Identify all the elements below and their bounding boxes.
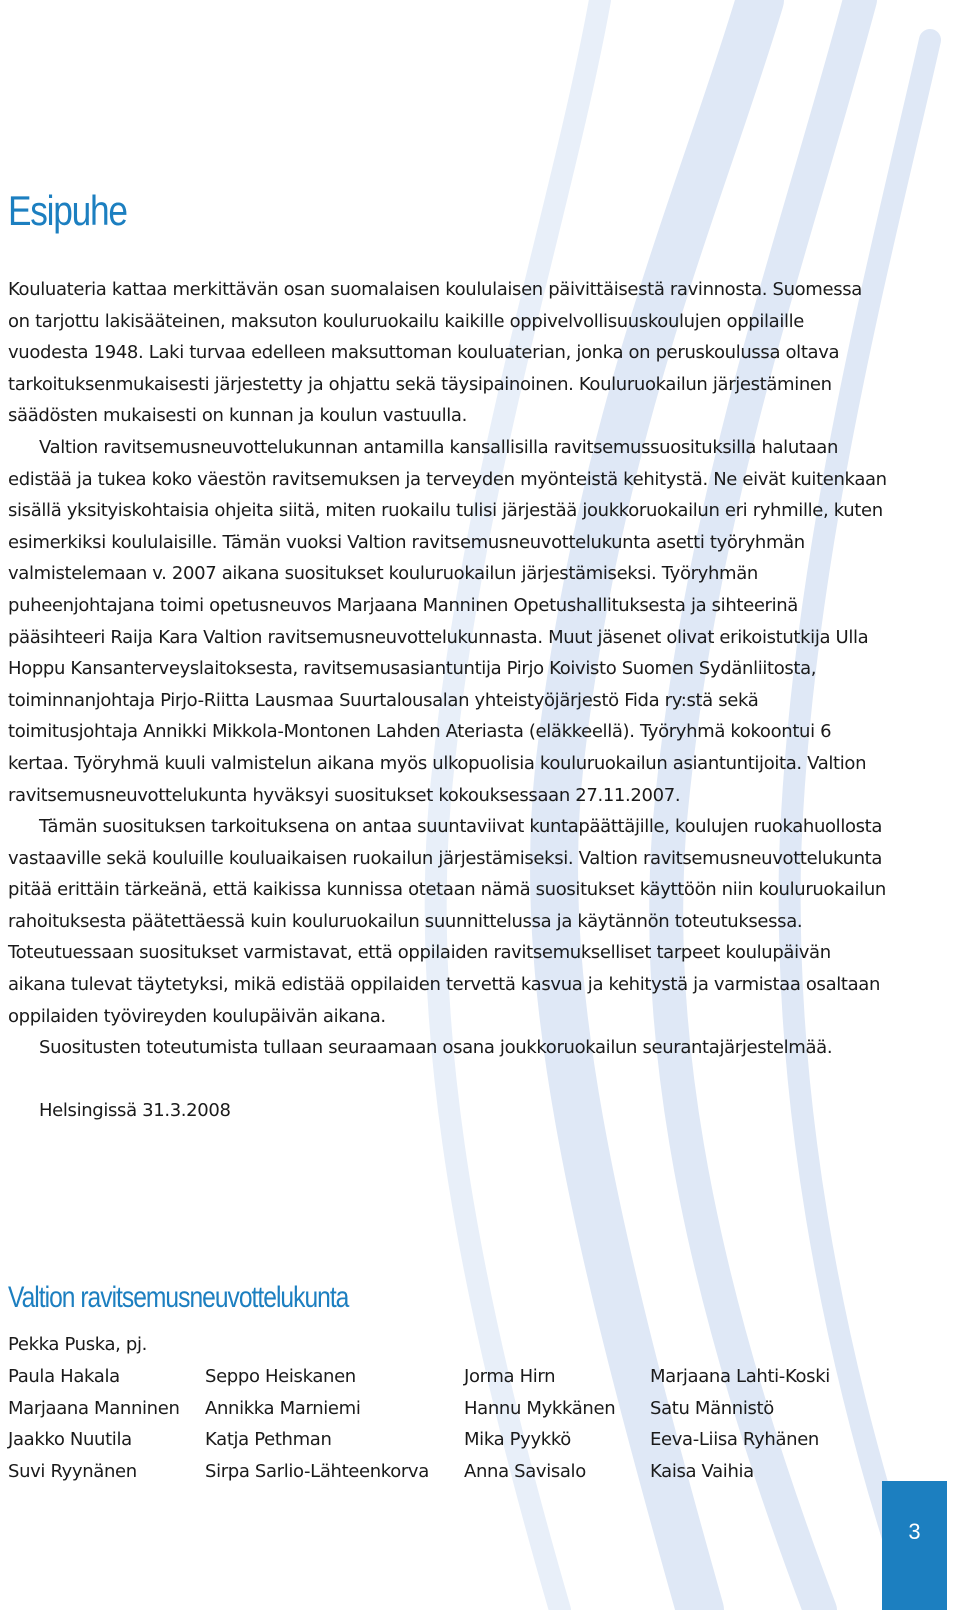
member-name: Sirpa Sarlio-Lähteenkorva: [205, 1460, 429, 1482]
committee-chair: Pekka Puska, pj.: [8, 1334, 148, 1355]
member-name: Mika Pyykkö: [464, 1429, 571, 1451]
page-number: 3: [908, 1519, 921, 1544]
paragraph-2: Valtion ravitsemusneuvottelukunnan antamilla kansallisilla ravitsemussuosituksilla halutaan edistää ja tukea koko väestön ravitsemuksen ja terveyden myönteistä kehitystä. Ne eivät kuitenkaan sisällä yksityiskohtaisia ohjeita siitä, miten ruokailu tulisi järjestää joukkoruokailun eri ryhmille, kuten esimerkiksi koululaisille. Tämän vuoksi Valtion ravitsemusneuvottelukunta asetti työryhmän valmistelemaan v. 2007 aikana suositukset kouluruokailun järjestämiseksi. Työryhmän puheenjohtajana toimi opetusneuvos Marjaana Manninen Opetushallituksesta ja sihteerinä pääsihteeri Raija Kara Valtion ravitsemusneuvottelukunnasta. Muut jäsenet olivat erikoistutkija Ulla Hoppu Kansanterveyslaitoksesta, ravitsemusasiantuntija Pirjo Koivisto Suomen Sydänliitosta, toiminnanjohtaja Pirjo-Riitta Lausmaa Suurtalousalan yhteistyöjärjestö Fida ry:stä sekä toimitusjohtaja Annikki Mikkola-Montonen Lahden Ateriasta (eläkkeellä). Työryhmä kokoontui 6 kertaa. Työryhmä kuuli valmistelun aikana myös ulkopuolisia kouluruokailun asiantuntijoita. Valtion ravitsemusneuvottelukunta hyväksyi suositukset kokouksessaan 27.11.2007.: [8, 436, 887, 806]
preface-body: [8, 274, 888, 1127]
member-name: Eeva-Liisa Ryhänen: [650, 1429, 819, 1451]
page-number-tab: [882, 1481, 947, 1610]
member-row: [8, 1361, 888, 1393]
member-name: Seppo Heiskanen: [205, 1366, 356, 1387]
paragraph-1: Kouluateria kattaa merkittävän osan suomalaisen koululaisen päivittäisestä ravinnosta. Suomessa on tarjottu lakisääteinen, maksuton kouluruokailu kaikille oppivelvollisuuskoulujen oppilaille vuodesta 1948. Laki turvaa edelleen maksuttoman kouluaterian, jonka on peruskoulussa oltava tarkoituksenmukaisesti järjestetty ja ohjattu sekä täysipainoinen. Kouluruokailun järjestäminen säädösten mukaisesti on kunnan ja koulun vastuulla.: [8, 279, 862, 427]
member-name: Paula Hakala: [8, 1366, 120, 1387]
member-name: Kaisa Vaihia: [650, 1460, 754, 1482]
member-name: Jaakko Nuutila: [8, 1429, 132, 1451]
page-title: Esipuhe: [8, 187, 127, 234]
member-name: Hannu Mykkänen: [464, 1397, 616, 1419]
place-date: Helsingissä 31.3.2008: [39, 1100, 231, 1122]
member-name: Annikka Marniemi: [205, 1397, 361, 1419]
member-name: Katja Pethman: [205, 1429, 332, 1451]
member-name: Suvi Ryynänen: [8, 1460, 137, 1482]
member-name: Anna Savisalo: [464, 1460, 586, 1482]
committee-title: Valtion ravitsemusneuvottelukunta: [8, 1281, 349, 1314]
member-name: Marjaana Manninen: [8, 1397, 180, 1419]
paragraph-4: Suositusten toteutumista tullaan seuraamaan osana joukkoruokailun seurantajärjestelmää.: [39, 1037, 833, 1059]
member-row: [8, 1393, 888, 1425]
member-row: [8, 1456, 888, 1488]
member-name: Jorma Hirn: [464, 1366, 556, 1387]
paragraph-3: Tämän suosituksen tarkoituksena on antaa suuntaviivat kuntapäättäjille, koulujen ruokahuollosta vastaaville sekä kouluille kouluaikaisen ruokailun järjestämiseksi. Valtion ravitsemusneuvottelukunta pitää erittäin tärkeänä, että kaikissa kunnissa otetaan nämä suositukset käyttöön niin kouluruokailun rahoituksesta päätettäessä kuin kouluruokailun suunnittelussa ja käytännön toteutuksessa. Toteutuessaan suositukset varmistavat, että oppilaiden ravitsemukselliset tarpeet koulupäivän aikana tulevat täytetyksi, mikä edistää oppilaiden tervettä kasvua ja kehitystä ja varmistaa osaltaan oppilaiden työvireyden koulupäivän aikana.: [8, 816, 886, 1027]
member-name: Marjaana Lahti-Koski: [650, 1366, 830, 1387]
member-name: Satu Männistö: [650, 1397, 774, 1419]
member-row: [8, 1424, 888, 1456]
committee-members: [8, 1361, 888, 1487]
